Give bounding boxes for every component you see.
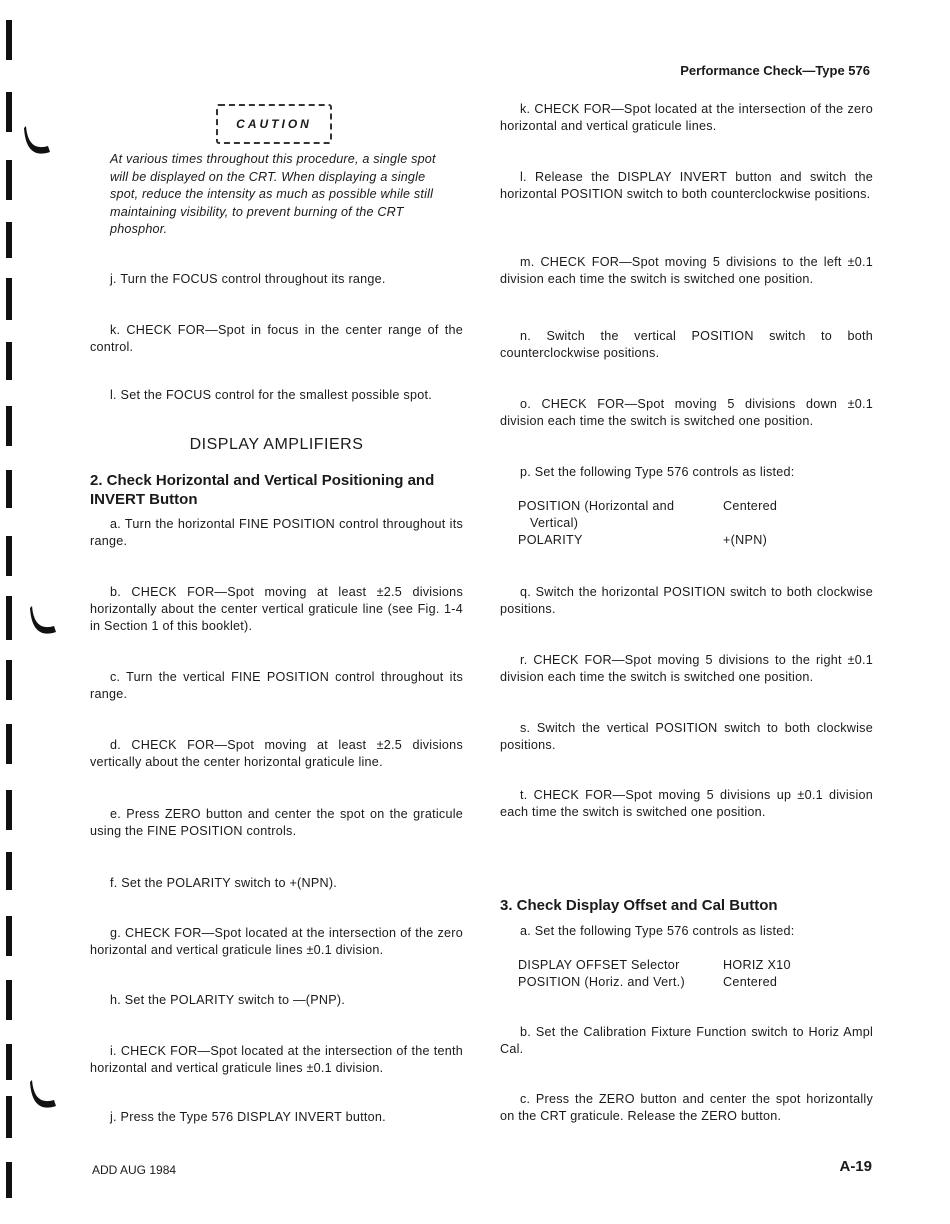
heading-2: 2. Check Horizontal and Vertical Positioning and INVERT Button	[90, 472, 435, 508]
heading-3: 3. Check Display Offset and Cal Button	[500, 897, 778, 914]
step-a3: a. Set the following Type 576 controls as listed:	[520, 924, 795, 938]
step-t: t. CHECK FOR—Spot moving 5 divisions up ±0.1 division each time the switch is switched one position.	[500, 788, 873, 819]
step-l-release: l. Release the DISPLAY INVERT button and switch the horizontal POSITION switch to both counterclockwise positions.	[500, 170, 873, 201]
step-c3: c. Press the ZERO button and center the spot horizontally on the CRT graticule. Release the ZERO button.	[500, 1092, 873, 1123]
step-b: b. CHECK FOR—Spot moving at least ±2.5 divisions horizontally about the center vertical graticule line (see Fig. 1-4 in Section 1 of this booklet).	[90, 585, 463, 633]
step-p: p. Set the following Type 576 controls as listed:	[520, 465, 795, 479]
section-title: DISPLAY AMPLIFIERS	[189, 436, 364, 453]
step-q: q. Switch the horizontal POSITION switch to both clockwise positions.	[500, 585, 873, 616]
table-cell: Vertical)	[530, 516, 579, 530]
table-cell: POSITION (Horiz. and Vert.)	[518, 975, 685, 989]
step-e: e. Press ZERO button and center the spot on the graticule using the FINE POSITION controls.	[90, 807, 463, 838]
step-s: s. Switch the vertical POSITION switch to both clockwise positions.	[500, 721, 873, 752]
step-o: o. CHECK FOR—Spot moving 5 divisions down ±0.1 division each time the switch is switched one position.	[500, 397, 873, 428]
table-cell: Centered	[723, 975, 778, 989]
step-m: m. CHECK FOR—Spot moving 5 divisions to the left ±0.1 division each time the switch is switched one position.	[500, 255, 873, 286]
revision-mark-icon	[28, 1076, 58, 1112]
step-j-focus: j. Turn the FOCUS control throughout its range.	[110, 272, 386, 286]
page-number: A-19	[839, 1158, 872, 1175]
table-cell: POSITION (Horizontal and	[518, 499, 675, 513]
revision-mark-icon	[22, 122, 52, 158]
step-n: n. Switch the vertical POSITION switch to both counterclockwise positions.	[500, 329, 873, 360]
step-j-invert: j. Press the Type 576 DISPLAY INVERT button.	[110, 1110, 386, 1124]
table-cell: HORIZ X10	[723, 958, 791, 972]
step-f: f. Set the POLARITY switch to +(NPN).	[110, 876, 338, 890]
step-k-focus-check: k. CHECK FOR—Spot in focus in the center range of the control.	[90, 323, 463, 354]
step-d: d. CHECK FOR—Spot moving at least ±2.5 divisions vertically about the center horizontal graticule line.	[90, 738, 463, 769]
table-cell: DISPLAY OFFSET Selector	[518, 958, 680, 972]
step-i: i. CHECK FOR—Spot located at the intersection of the tenth horizontal and vertical graticule lines ±0.1 division.	[90, 1044, 463, 1075]
table-cell: POLARITY	[518, 533, 583, 547]
step-r: r. CHECK FOR—Spot moving 5 divisions to the right ±0.1 division each time the switch is switched one position.	[500, 653, 873, 684]
caution-text: At various times throughout this procedure, a single spot will be displayed on the CRT. When displaying a single spot, reduce the intensity as much as possible while still maintaining visibility, to prevent burning of the CRT phosphor.	[110, 152, 436, 236]
step-a: a. Turn the horizontal FINE POSITION control throughout its range.	[90, 517, 463, 548]
controls-table-2	[518, 957, 878, 993]
step-c: c. Turn the vertical FINE POSITION control throughout its range.	[90, 670, 463, 701]
controls-table-1	[518, 498, 878, 554]
table-cell: +(NPN)	[723, 533, 768, 547]
step-l-focus-set: l. Set the FOCUS control for the smallest possible spot.	[110, 388, 432, 402]
caution-label: CAUTION	[216, 104, 332, 144]
page-header: Performance Check—Type 576	[680, 63, 870, 78]
table-cell: Centered	[723, 499, 778, 513]
revision-mark-icon	[28, 602, 58, 638]
step-k-intersection: k. CHECK FOR—Spot located at the intersection of the zero horizontal and vertical graticule lines.	[500, 102, 873, 133]
step-g: g. CHECK FOR—Spot located at the intersection of the zero horizontal and vertical graticule lines ±0.1 division.	[90, 926, 463, 957]
step-h: h. Set the POLARITY switch to —(PNP).	[110, 993, 346, 1007]
step-b3: b. Set the Calibration Fixture Function switch to Horiz Ampl Cal.	[500, 1025, 873, 1056]
footer-date: ADD AUG 1984	[92, 1163, 177, 1177]
